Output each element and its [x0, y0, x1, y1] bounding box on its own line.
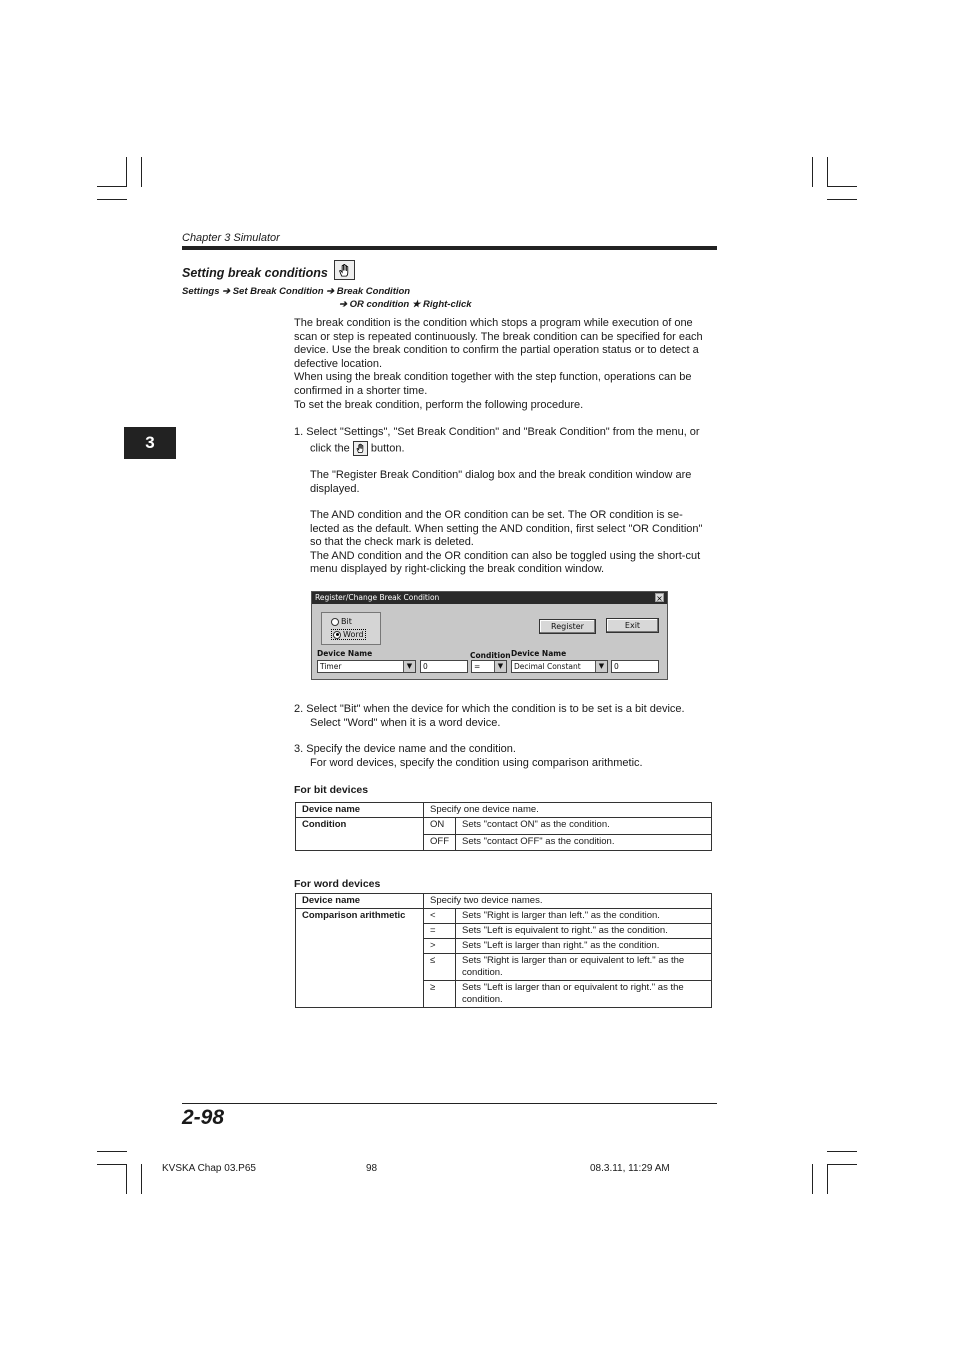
radio-word[interactable]: Word: [331, 629, 366, 640]
page-number: 2-98: [182, 1106, 225, 1129]
device-name-label-2: Device Name: [511, 649, 567, 658]
step-2-text: Select "Word" when it is a word device.: [310, 716, 501, 729]
chevron-down-icon[interactable]: ▼: [595, 661, 607, 672]
step-1-text: 1. Select "Settings", "Set Break Condition" and "Break Condition" from the menu, or: [294, 426, 700, 438]
table-cell: Device name: [296, 894, 424, 909]
step-1-and-or: [310, 509, 724, 577]
intro-line: confirmed in a shorter time.: [294, 384, 428, 397]
condition-select[interactable]: = ▼: [471, 660, 507, 673]
table-cell: Sets "Right is larger than left." as the condition.: [456, 909, 712, 924]
table-cell: Sets "Left is equivalent to right." as the condition.: [456, 924, 712, 939]
step-1-line2: click the button.: [310, 442, 405, 454]
table-cell: Comparison arithmetic: [296, 909, 424, 1008]
step-2: [294, 703, 724, 730]
crop-mark: [97, 186, 127, 187]
device-number-input-2[interactable]: 0: [611, 660, 659, 673]
table-cell: ≥: [424, 981, 456, 1008]
intro-line: device. Use the break condition to confirm the partial operation status or to detect a: [294, 344, 699, 357]
dialog-title-bar: [312, 592, 667, 604]
note-line: The AND condition and the OR condition can be set. The OR condition is se-: [310, 509, 683, 521]
menu-path: Settings ➔ Set Break Condition ➔ Break Condition: [182, 286, 411, 297]
register-button[interactable]: Register: [539, 619, 596, 634]
crop-mark: [97, 1164, 127, 1165]
table-cell: =: [424, 924, 456, 939]
crop-mark: [812, 1164, 813, 1194]
note-line: menu displayed by right-clicking the break condition window.: [310, 563, 605, 576]
crop-mark: [126, 157, 127, 187]
chevron-down-icon[interactable]: ▼: [494, 661, 506, 672]
step-3-text: For word devices, specify the condition using comparison arithmetic.: [310, 756, 643, 769]
crop-mark: [812, 157, 813, 187]
crop-mark: [827, 199, 857, 200]
close-icon[interactable]: ×: [656, 594, 663, 603]
table-cell: Specify one device name.: [424, 803, 712, 818]
table-cell: Sets "contact OFF" as the condition.: [456, 834, 712, 851]
word-table-title: For word devices: [294, 878, 381, 890]
table-cell: ≤: [424, 954, 456, 981]
break-condition-dialog: [311, 591, 668, 680]
exit-button[interactable]: Exit: [606, 618, 659, 633]
step-3: [294, 743, 724, 770]
table-cell: >: [424, 939, 456, 954]
chevron-down-icon[interactable]: ▼: [403, 661, 415, 672]
section-title: Setting break conditions: [182, 266, 328, 280]
radio-group: [321, 612, 381, 645]
table-cell: Condition: [296, 818, 424, 851]
header-rule: [182, 246, 717, 250]
device-select[interactable]: Timer ▼: [317, 660, 416, 673]
condition-label: Condition: [470, 651, 511, 660]
table-row: [296, 803, 712, 818]
table-row: [296, 818, 712, 835]
footer-page: 98: [366, 1163, 378, 1174]
device-name-label: Device Name: [317, 649, 373, 658]
table-cell: Sets "Left is larger than right." as the condition.: [456, 939, 712, 954]
crop-mark: [141, 157, 142, 187]
step-1: [294, 426, 724, 456]
table-cell: OFF: [424, 834, 456, 851]
radio-bit[interactable]: Bit: [331, 617, 352, 626]
note-line: lected as the default. When setting the AND condition, first select "OR Condition": [310, 522, 703, 535]
note-line: The "Register Break Condition" dialog box and the break condition window are: [310, 469, 692, 481]
intro-line: To set the break condition, perform the following procedure.: [294, 398, 584, 411]
table-row: [296, 894, 712, 909]
intro-paragraph: [294, 317, 724, 412]
table-row: [296, 909, 712, 924]
note-line: The AND condition and the OR condition can also be toggled using the short-cut: [310, 549, 701, 562]
table-cell: Sets "Left is larger than or equivalent to right." as the condition.: [456, 981, 712, 1008]
dialog-title: Register/Change Break Condition: [315, 593, 440, 602]
hand-icon[interactable]: [334, 260, 355, 280]
hand-icon[interactable]: [353, 441, 368, 456]
chapter-tab: 3: [124, 427, 176, 459]
menu-path-secondary: ➔ OR condition ★ Right-click: [339, 299, 472, 310]
footer-file: KVSKA Chap 03.P65: [162, 1163, 256, 1174]
crop-mark: [827, 1164, 828, 1194]
table-cell: Sets "contact ON" as the condition.: [456, 818, 712, 835]
table-cell: ON: [424, 818, 456, 835]
crop-mark: [827, 157, 828, 187]
step-2-text: 2. Select "Bit" when the device for which the condition is to be set is a bit device.: [294, 703, 685, 715]
footer-rule: [182, 1103, 717, 1104]
word-devices-table: [295, 893, 712, 1008]
intro-line: scan or step is repeated continuously. The break condition can be specified for each: [294, 330, 703, 343]
intro-line: When using the break condition together with the step function, operations can be: [294, 371, 692, 384]
crop-mark: [126, 1164, 127, 1194]
crop-mark: [97, 199, 127, 200]
crop-mark: [827, 186, 857, 187]
intro-line: The break condition is the condition which stops a program while execution of one: [294, 317, 693, 329]
note-line: so that the check mark is deleted.: [310, 536, 474, 549]
note-line: displayed.: [310, 482, 360, 495]
table-cell: Sets "Right is larger than or equivalent to left." as the condition.: [456, 954, 712, 981]
device-select-2[interactable]: Decimal Constant ▼: [511, 660, 608, 673]
step-1-note: [310, 469, 724, 496]
step-3-text: 3. Specify the device name and the condition.: [294, 743, 516, 755]
table-cell: Specify two device names.: [424, 894, 712, 909]
table-cell: <: [424, 909, 456, 924]
device-number-input[interactable]: 0: [420, 660, 468, 673]
bit-devices-table: [295, 802, 712, 851]
intro-line: defective location.: [294, 357, 383, 370]
crop-mark: [97, 1151, 127, 1152]
table-cell: Device name: [296, 803, 424, 818]
crop-mark: [827, 1164, 857, 1165]
bit-table-title: For bit devices: [294, 784, 369, 796]
footer-date: 08.3.11, 11:29 AM: [590, 1163, 670, 1174]
crop-mark: [141, 1164, 142, 1194]
crop-mark: [827, 1151, 857, 1152]
running-header: Chapter 3 Simulator: [182, 232, 280, 244]
